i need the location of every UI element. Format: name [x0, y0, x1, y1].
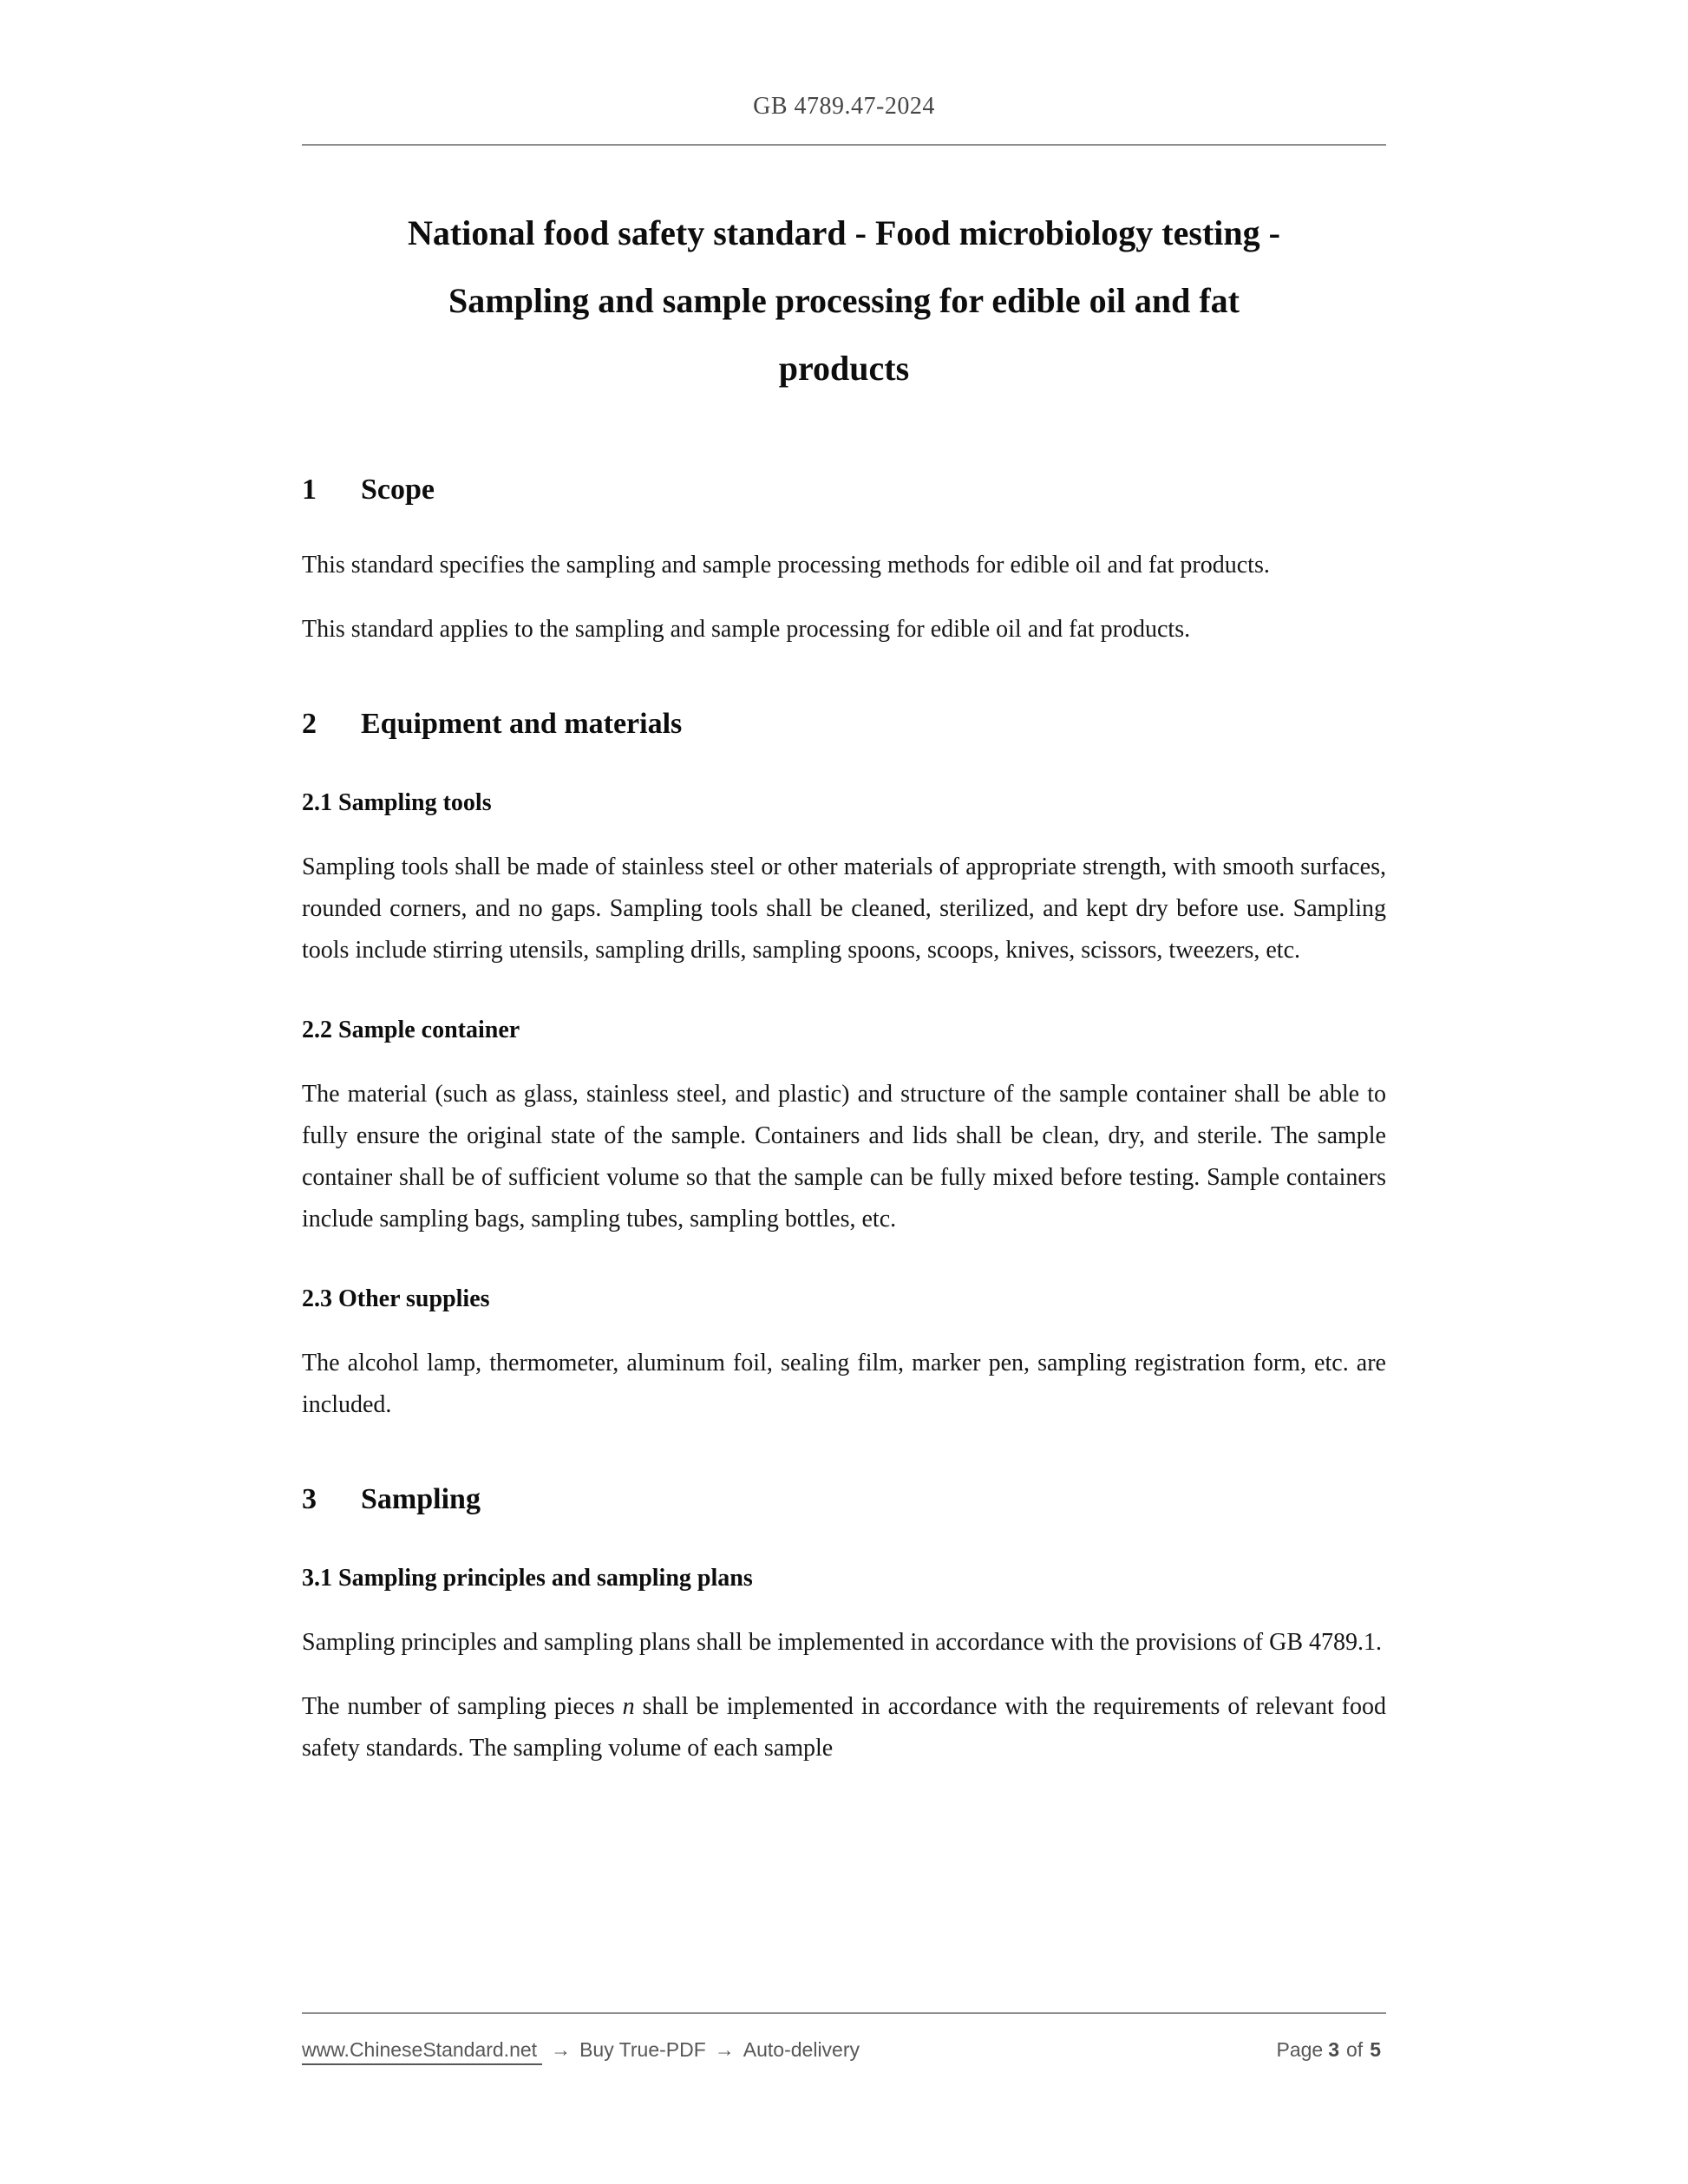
section-3-1-heading: 3.1 Sampling principles and sampling plans [302, 1565, 753, 1592]
section-3-1-paragraph-2 [302, 1686, 1386, 1769]
footer-action-buy: Buy True-PDF [579, 2038, 706, 2061]
section-2-2-paragraph: The material (such as glass, stainless steel, and plastic) and structure of the sample container shall be able to fully ensure the original state of the sample. Containers and lids shall be clean, dry, and sterile. The sample container shall be of sufficient volume so that the sample can be fully mixed before testing. Sample containers include sampling bags, sampling tubes, sampling bottles, etc. [302, 1081, 1386, 1233]
title-line-3: products [778, 349, 910, 388]
paragraph-text: The number of sampling pieces [302, 1693, 623, 1720]
section-3-1-paragraph-1: Sampling principles and sampling plans shall be implemented in accordance with the provisions of GB 4789.1. [302, 1629, 1382, 1656]
header-divider [302, 144, 1386, 146]
page-label: Page [1276, 2038, 1324, 2061]
variable-n: n [622, 1693, 635, 1720]
arrow-icon: → [551, 2038, 572, 2061]
page-current: 3 [1328, 2038, 1340, 2061]
section-3-title: Sampling [361, 1483, 481, 1515]
doc-number: GB 4789.47-2024 [753, 93, 935, 120]
section-2-3-paragraph: The alcohol lamp, thermometer, aluminum foil, sealing film, marker pen, sampling registration form, etc. are included. [302, 1350, 1386, 1418]
section-1-heading [302, 470, 1386, 510]
document-title [302, 199, 1386, 402]
section-1-title: Scope [361, 474, 435, 506]
page-of-label: of [1346, 2038, 1364, 2061]
footer-action-delivery: Auto-delivery [743, 2038, 860, 2061]
section-2-heading [302, 704, 1386, 744]
website-link[interactable]: www.ChineseStandard.net [302, 2037, 542, 2065]
page-content [302, 0, 1386, 1792]
section-2-number: 2 [302, 708, 317, 740]
section-1-paragraph-1: This standard specifies the sampling and sample processing methods for edible oil and fat products. [302, 552, 1270, 579]
section-1-number: 1 [302, 474, 317, 506]
title-line-1: National food safety standard - Food microbiology testing - [408, 213, 1280, 252]
section-1-paragraph-2: This standard applies to the sampling and sample processing for edible oil and fat products. [302, 616, 1191, 643]
section-2-2-heading: 2.2 Sample container [302, 1017, 520, 1043]
page-indicator [1277, 2037, 1387, 2063]
footer-source [302, 2037, 860, 2065]
page-footer [302, 2012, 1386, 2065]
paragraph-text: shall be implemented in accordance with the requirements of relevant food safety standards. The sampling volume of each sample [302, 1693, 1386, 1762]
section-2-3-heading: 2.3 Other supplies [302, 1285, 490, 1312]
section-3-heading [302, 1480, 1386, 1520]
title-line-2: Sampling and sample processing for edible oil and fat [448, 281, 1240, 320]
section-2-title: Equipment and materials [361, 708, 683, 740]
section-2-1-heading: 2.1 Sampling tools [302, 789, 492, 816]
footer-row [302, 2037, 1386, 2065]
section-3-number: 3 [302, 1483, 317, 1515]
section-2-1-paragraph: Sampling tools shall be made of stainless steel or other materials of appropriate strength, with smooth surfaces, rounded corners, and no gaps. Sampling tools shall be cleaned, sterilized, and kept dry before use. Sampling tools include stirring utensils, sampling drills, sampling spoons, scoops, knives, scissors, tweezers, etc. [302, 853, 1386, 964]
page-total: 5 [1370, 2038, 1381, 2061]
footer-divider [302, 2012, 1386, 2014]
arrow-icon: → [714, 2038, 735, 2061]
